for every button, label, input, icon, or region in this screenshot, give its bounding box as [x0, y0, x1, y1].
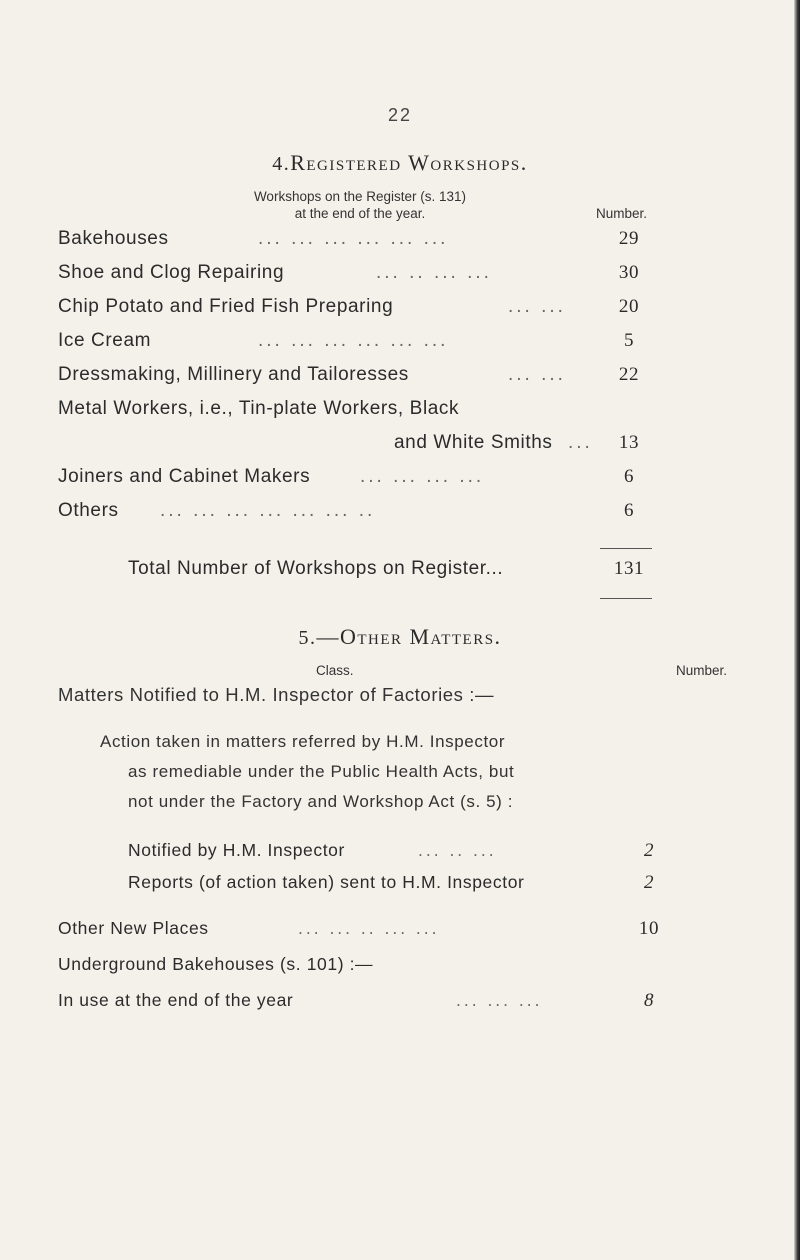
row-label: Bakehouses [58, 228, 169, 249]
row-label: Others [58, 500, 119, 521]
row-metal-workers [58, 398, 654, 428]
row-label: Ice Cream [58, 330, 152, 351]
leader-dots: ... ... ... ... ... ... [258, 330, 449, 351]
row-value: 2 [643, 872, 655, 893]
column-label-line1: Workshops on the Register (s. 131) [253, 189, 467, 204]
row-label: Notified by H.M. Inspector [128, 840, 345, 860]
para-line-1: Action taken in matters referred by H.M. Inspector [100, 732, 506, 751]
leader-dots: ... .. ... [418, 840, 497, 860]
section-4-title [0, 150, 800, 176]
row-value: 13 [618, 432, 640, 453]
number-column-label-5: Number. [676, 663, 728, 678]
section-4-number: 4. [272, 153, 291, 175]
section-5-number: 5. [298, 627, 317, 649]
row-value: 5 [623, 330, 635, 351]
leader-dots: ... ... ... ... ... ... [258, 228, 449, 249]
page-number: 22 [387, 105, 413, 125]
row-reports-sent [128, 872, 674, 902]
row-value: 8 [643, 990, 655, 1011]
row-value: 6 [623, 500, 635, 521]
row-shoe-clog [58, 262, 654, 292]
total-label: Total Number of Workshops on Register... [128, 558, 504, 579]
row-other-new-places [58, 918, 674, 948]
leader-dots: ... ... ... [456, 990, 543, 1010]
row-label: and White Smiths [394, 432, 553, 453]
leader-dots: ... ... .. ... ... [298, 918, 440, 938]
row-ice-cream [58, 330, 654, 360]
row-value: 22 [618, 364, 640, 385]
para-line-3: not under the Factory and Workshop Act (s. 5) : [128, 792, 514, 811]
row-value: 29 [618, 228, 640, 249]
matters-notified-heading: Matters Notified to H.M. Inspector of Factories :— [58, 684, 495, 705]
row-label: Dressmaking, Millinery and Tailoresses [58, 364, 409, 385]
row-value: 6 [623, 466, 635, 487]
number-column-label: Number. [596, 206, 648, 221]
leader-dots: ... ... [508, 296, 566, 317]
total-rule-bottom [600, 598, 652, 599]
leader-dots: ... [568, 432, 593, 453]
row-in-use [58, 990, 674, 1020]
row-white-smiths [58, 432, 654, 462]
row-total [58, 558, 654, 588]
row-dressmaking [58, 364, 654, 394]
row-value: 2 [643, 840, 655, 861]
row-label: Reports (of action taken) sent to H.M. Inspector [128, 872, 525, 892]
column-label-line2: at the end of the year. [294, 206, 426, 221]
total-value: 131 [613, 558, 645, 579]
section-5-title [0, 624, 800, 650]
workshops-column-label [0, 188, 570, 222]
row-value: 20 [618, 296, 640, 317]
para-line-2: as remediable under the Public Health Acts, but [128, 762, 515, 781]
row-label: Chip Potato and Fried Fish Preparing [58, 296, 394, 317]
total-rule-top [600, 548, 652, 549]
row-joiners [58, 466, 654, 496]
class-column-label: Class. [316, 663, 354, 678]
row-label: Other New Places [58, 918, 209, 938]
leader-dots: ... ... ... ... ... ... .. [160, 500, 376, 521]
leader-dots: ... .. ... ... [376, 262, 492, 283]
row-label: Underground Bakehouses (s. 101) :— [58, 954, 374, 974]
row-notified-by-inspector [128, 840, 674, 870]
row-label: In use at the end of the year [58, 990, 294, 1010]
leader-dots: ... ... ... ... [360, 466, 485, 487]
row-value: 30 [618, 262, 640, 283]
row-others [58, 500, 654, 530]
section-4-heading: Registered Workshops. [290, 150, 528, 175]
row-value: 10 [638, 918, 660, 939]
leader-dots: ... ... [508, 364, 566, 385]
row-label: Joiners and Cabinet Makers [58, 466, 311, 487]
row-label: Shoe and Clog Repairing [58, 262, 285, 283]
row-bakehouses [58, 228, 654, 258]
row-underground-bakehouses [58, 954, 674, 984]
row-chip-potato [58, 296, 654, 326]
section-5-heading: —Other Matters. [316, 624, 502, 649]
row-label: Metal Workers, i.e., Tin-plate Workers, Black [58, 398, 460, 419]
